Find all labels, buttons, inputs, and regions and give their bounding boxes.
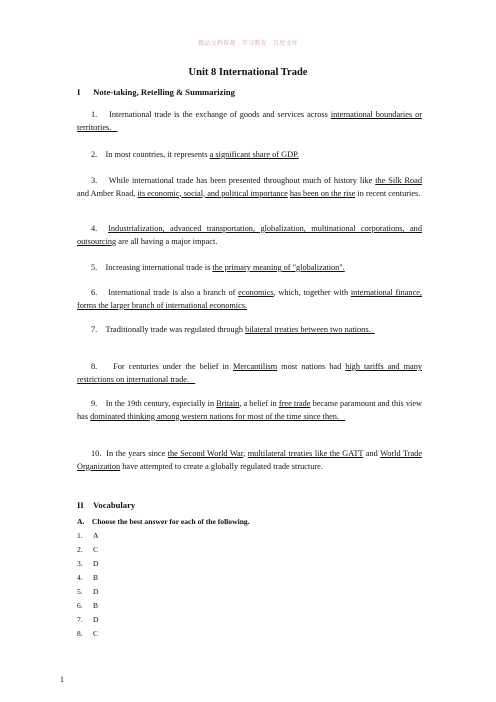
- underlined-text: the primary meaning of "globalization".: [212, 263, 345, 272]
- text-segment: and Amber Road,: [77, 188, 138, 198]
- underlined-text: Industrialization, advanced transportation, globalization, multinational corporations, and outsourcing: [77, 224, 422, 246]
- answer-number: 7.: [77, 615, 83, 624]
- note-paragraph-10: [77, 448, 422, 473]
- note-paragraph-2: [77, 149, 422, 162]
- text-segment: in recent centuries.: [355, 188, 421, 198]
- answer-value: C: [93, 629, 99, 638]
- subsection-letter: A.: [77, 517, 85, 526]
- text-segment: 2. In most countries, it represents: [91, 150, 210, 159]
- section-title: Vocabulary: [93, 500, 136, 510]
- answer-item: [77, 531, 98, 540]
- section-number: II: [77, 500, 84, 510]
- text-segment: 1. International trade is the exchange of goods and services across: [91, 110, 331, 119]
- text-segment: 7. Traditionally trade was regulated through: [91, 325, 246, 334]
- underlined-text: World Trade Organization: [77, 449, 423, 471]
- underlined-text: economics: [238, 288, 274, 297]
- note-paragraph-3: [77, 175, 422, 200]
- section-heading-2: [77, 500, 135, 510]
- answer-value: D: [93, 559, 99, 568]
- text-segment: , which, together with: [273, 288, 351, 297]
- section-heading-1: [77, 87, 235, 97]
- underlined-text: free trade: [278, 399, 311, 408]
- text-segment: became paramount and this view has: [77, 399, 422, 421]
- note-paragraph-5: [77, 262, 422, 275]
- subsection-heading-a: [77, 517, 250, 526]
- underlined-text: international finance, forms the larger branch of international economics.: [77, 288, 423, 310]
- answer-value: B: [93, 573, 99, 582]
- underlined-text: the Second World War: [167, 449, 244, 458]
- text-segment: 6. International trade is also a branch of: [91, 288, 239, 297]
- answer-value: B: [93, 601, 99, 610]
- text-segment: are all having a major impact.: [116, 236, 218, 246]
- underlined-text: high tariffs and many restrictions on international trade.: [77, 362, 423, 384]
- answer-item: [77, 601, 98, 610]
- underlined-text: bilateral treaties between two nations.: [245, 325, 375, 334]
- underlined-text: has been on the rise: [289, 188, 356, 198]
- page-title: Unit 8 International Trade: [188, 67, 308, 78]
- subsection-instruction: Choose the best answer for each of the following.: [91, 517, 250, 526]
- text-segment: have attempted to create a globally regulated trade structure.: [120, 461, 323, 471]
- underlined-text: a significant share of GDP.: [209, 150, 299, 159]
- answer-value: D: [93, 587, 99, 596]
- answer-item: [77, 545, 98, 554]
- underlined-text: the Silk Road: [375, 176, 422, 185]
- text-segment: 8. For centuries under the belief in: [91, 362, 233, 371]
- answer-number: 4.: [77, 573, 83, 582]
- text-segment: 10. In the years since: [91, 449, 168, 458]
- answer-value: A: [93, 531, 99, 540]
- text-segment: , a belief in: [239, 399, 279, 408]
- watermark-header: 精品文档资源 · 学习教育 · 百度文库: [198, 41, 298, 47]
- answer-item: [77, 629, 98, 638]
- text-segment: 3. While international trade has been presented throughout much of history like: [91, 176, 376, 185]
- note-paragraph-7: [77, 324, 422, 337]
- note-paragraph-4: [77, 223, 422, 248]
- note-paragraph-9: [77, 398, 422, 423]
- answer-number: 1.: [77, 531, 83, 540]
- note-paragraph-6: [77, 287, 422, 312]
- answer-item: [77, 573, 98, 582]
- underlined-text: its economic, social, and political importance: [137, 188, 288, 198]
- answer-number: 5.: [77, 587, 83, 596]
- section-number: I: [77, 87, 81, 97]
- text-segment: 5. Increasing international trade is: [91, 263, 213, 272]
- text-segment: ,: [243, 449, 248, 458]
- text-segment: and: [363, 449, 381, 458]
- note-paragraph-1: [77, 109, 422, 134]
- underlined-text: multilateral treaties like the GATT: [247, 449, 364, 458]
- answer-number: 2.: [77, 545, 83, 554]
- answer-number: 8.: [77, 629, 83, 638]
- answer-number: 3.: [77, 559, 83, 568]
- section-title: Note-taking, Retelling & Summarizing: [93, 87, 235, 97]
- answer-item: [77, 615, 98, 624]
- text-segment: 4.: [91, 224, 109, 233]
- answer-item: [77, 559, 98, 568]
- text-segment: 9. In the 19th century, especially in: [91, 399, 217, 408]
- answer-value: C: [93, 545, 99, 554]
- underlined-text: Britain: [216, 399, 240, 408]
- underlined-text: international boundaries or territories.: [77, 110, 422, 132]
- text-segment: most nations had: [277, 362, 346, 371]
- underlined-text: dominated thinking among western nations for most of the time since then.: [90, 411, 346, 421]
- page-number: 1: [60, 675, 64, 684]
- answer-value: D: [93, 615, 99, 624]
- note-paragraph-8: [77, 361, 422, 386]
- underlined-text: Mercantilism: [232, 362, 278, 371]
- answer-number: 6.: [77, 601, 83, 610]
- answer-item: [77, 587, 98, 596]
